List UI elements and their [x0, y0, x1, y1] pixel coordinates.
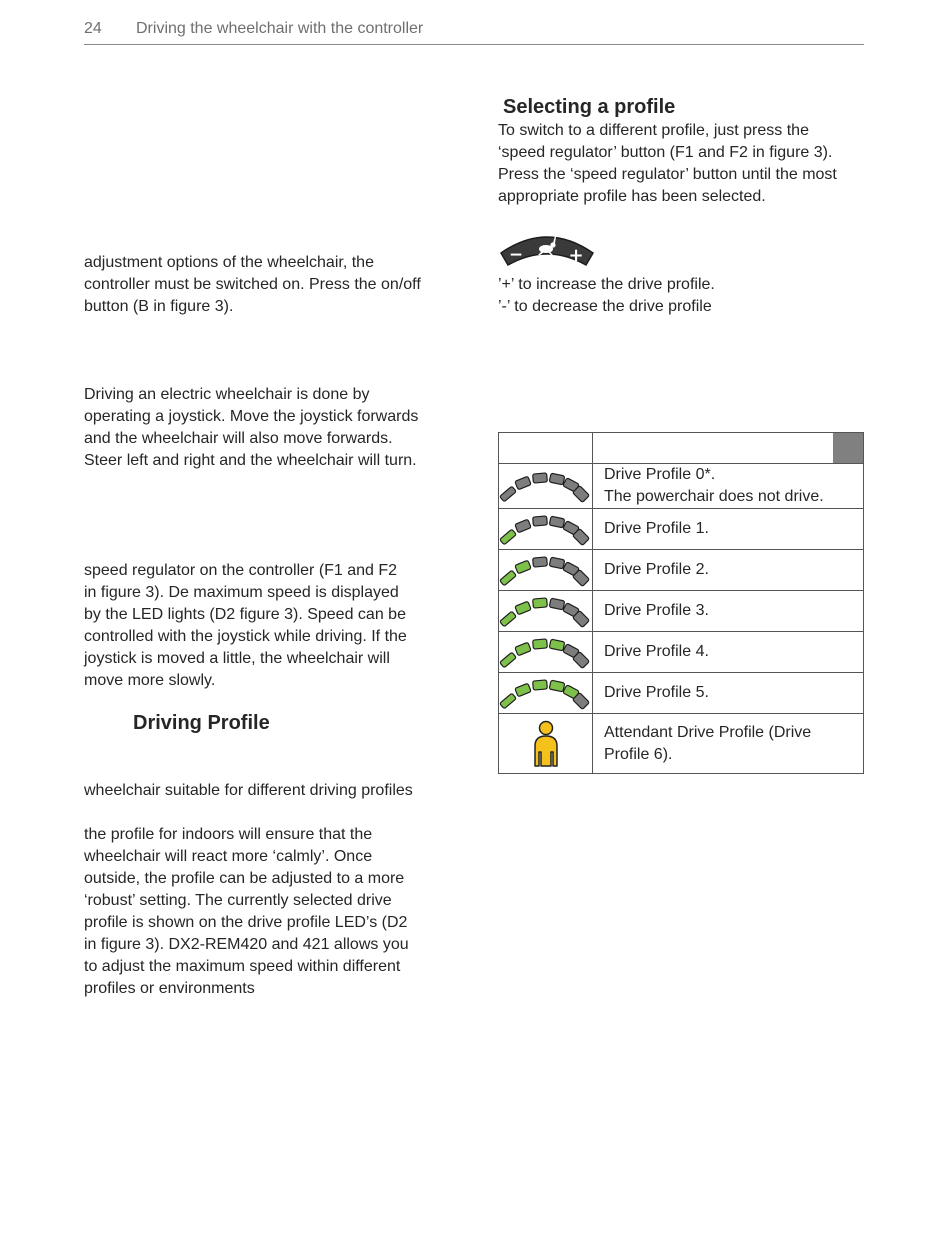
profile-description: Drive Profile 3. — [593, 591, 864, 632]
page-number: 24 — [84, 20, 102, 37]
header-gray-block — [833, 433, 863, 463]
profile-led-cell — [499, 509, 593, 550]
led-segment — [533, 473, 548, 483]
paragraph-switch-on: adjustment options of the wheelchair, the controller must be switched on. Press the on/off button (B in figure 3). — [84, 254, 421, 315]
header-cell-icon — [499, 433, 593, 464]
table-row — [499, 509, 864, 550]
led-segment — [500, 652, 517, 668]
increase-text: ’+’ to increase the drive profile. — [498, 276, 715, 293]
driving-profile-heading: Driving Profile — [133, 712, 270, 734]
led-segment — [515, 642, 531, 656]
rabbit-speed-button-icon — [498, 231, 596, 271]
drive-profile-table — [498, 432, 864, 774]
profile-description: Drive Profile 5. — [593, 673, 864, 714]
led-segment — [500, 570, 517, 586]
led-arc-icon — [499, 634, 591, 670]
table-row — [499, 550, 864, 591]
led-arc-icon — [499, 675, 591, 711]
table-row-attendant — [499, 714, 864, 774]
table-row — [499, 673, 864, 714]
led-segment — [549, 680, 565, 692]
paragraph-speed-regulator: speed regulator on the controller (F1 and F2 in figure 3). De maximum speed is displayed by the LED lights (D2 figure 3). Speed can be controlled with the joystick while driving. If the joystick is moved a little, the wheelchair will move more slowly. — [84, 562, 407, 689]
led-segment — [515, 560, 531, 574]
led-segment — [549, 473, 565, 485]
led-segment — [533, 680, 548, 690]
table-row — [499, 464, 864, 509]
profile-led-cell — [499, 673, 593, 714]
led-arc-icon — [499, 468, 591, 504]
led-segment — [500, 486, 517, 502]
led-arc-icon — [499, 593, 591, 629]
selecting-profile-heading: Selecting a profile — [503, 96, 676, 118]
attendant-icon-cell — [499, 714, 593, 774]
minus-glyph: − — [508, 245, 524, 265]
plus-glyph: + — [568, 245, 584, 266]
profile-description: Drive Profile 2. — [593, 550, 864, 591]
led-segment — [515, 476, 531, 490]
paragraph-profiles-detail: the profile for indoors will ensure that the wheelchair will react more ‘calmly’. Once outside, the profile can be adjusted to a more ‘robust’ setting. The currently selected drive profile is shown on the drive profile LED’s (D2 in figure 3). DX2-REM420 and 421 allows you to adjust the maximum speed within different profiles or environments — [84, 826, 409, 997]
running-header — [84, 20, 864, 45]
paragraph-selecting-profile: To switch to a different profile, just press the ‘speed regulator’ button (F1 and F2 in figure 3). Press the ‘speed regulator’ button until the most appropriate profile has been selected. — [498, 122, 837, 205]
table-header-row — [499, 433, 864, 464]
led-segment — [500, 611, 517, 627]
table-row — [499, 632, 864, 673]
attendant-description: Attendant Drive Profile (Drive Profile 6). — [593, 714, 864, 774]
paragraph-plus-minus — [498, 274, 868, 318]
paragraph-profiles-intro: wheelchair suitable for different driving profiles — [84, 782, 413, 799]
profile-description: Drive Profile 4. — [593, 632, 864, 673]
led-segment — [533, 557, 548, 567]
led-segment — [533, 516, 548, 526]
led-segment — [549, 639, 565, 651]
section-title: Driving the wheelchair with the controller — [136, 20, 424, 37]
profile-led-cell — [499, 550, 593, 591]
led-segment — [515, 519, 531, 533]
paragraph-joystick: Driving an electric wheelchair is done by operating a joystick. Move the joystick forwards and the wheelchair will also move forwards. Steer left and right and the wheelchair will turn. — [84, 386, 419, 469]
led-arc-icon — [499, 511, 591, 547]
led-segment — [533, 598, 548, 608]
profile-description: Drive Profile 1. — [593, 509, 864, 550]
led-segment — [533, 639, 548, 649]
led-segment — [515, 601, 531, 615]
led-segment — [549, 516, 565, 528]
led-segment — [549, 557, 565, 569]
table-row — [499, 591, 864, 632]
profile-led-cell — [499, 591, 593, 632]
profile-description: Drive Profile 0*. The powerchair does not drive. — [593, 464, 864, 509]
header-cell-description — [593, 433, 864, 464]
led-segment — [500, 529, 517, 545]
led-segment — [549, 598, 565, 610]
attendant-person-icon — [500, 718, 592, 770]
led-segment — [500, 693, 517, 709]
led-segment — [515, 683, 531, 697]
led-arc-icon — [499, 552, 591, 588]
profile-led-cell — [499, 632, 593, 673]
profile-led-cell — [499, 464, 593, 509]
decrease-text: ’-’ to decrease the drive profile — [498, 298, 712, 315]
